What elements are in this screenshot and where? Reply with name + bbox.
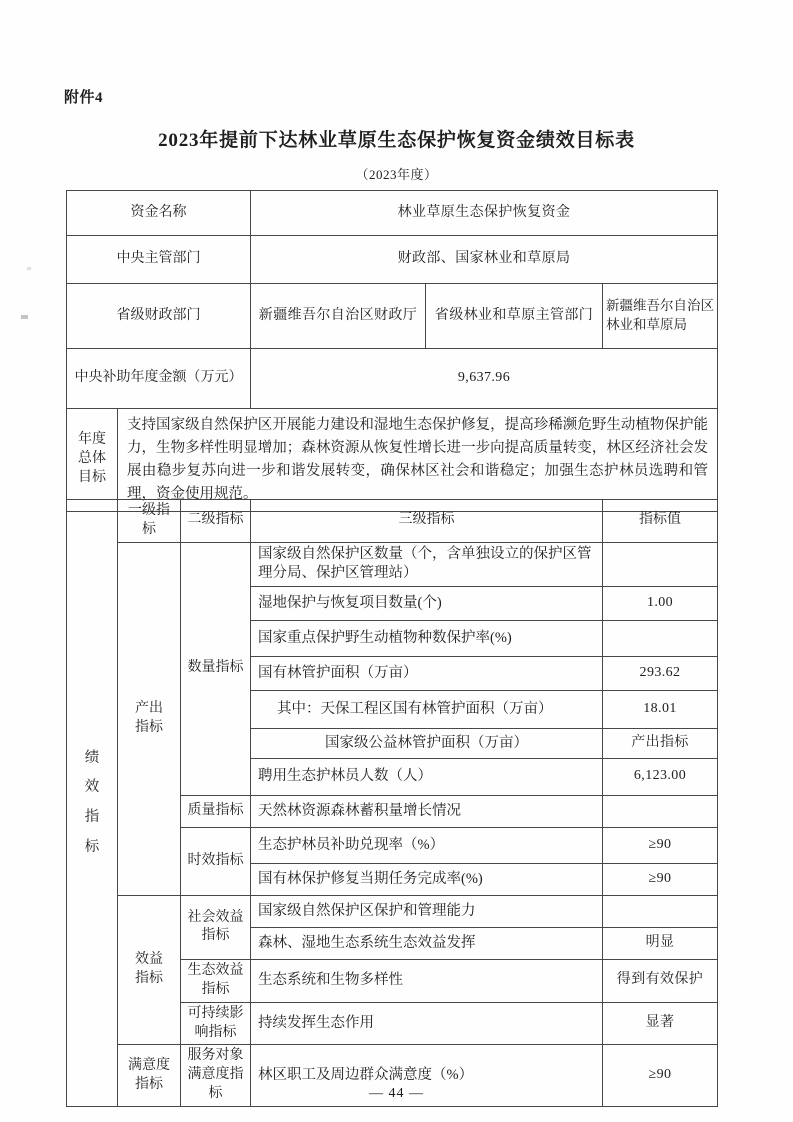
annual-goal-value: 支持国家级自然保护区开展能力建设和湿地生态保护修复，提高珍稀濒危野生动植物保护能力，生物多样性明显增加；森林资源从恢复性增长进一步向提高质量转变，林区经济社会发展由稳步复苏向进一步和谐发展转变，确保林区社会和谐稳定；加强生态护林员选聘和管理，资金使用规范。 [118,409,718,512]
indicator-name: 持续发挥生态作用 [251,1002,603,1045]
indicator-value: 1.00 [603,586,718,620]
table-row [67,409,718,512]
level2-timeliness: 时效指标 [181,827,251,895]
indicator-value: 得到有效保护 [603,959,718,1002]
indicator-name: 湿地保护与恢复项目数量(个) [251,586,603,620]
indicator-value: 明显 [603,927,718,959]
table-row [67,349,718,409]
indicator-name: 聘用生态护林员人数（人） [251,758,603,795]
page-number: — 44 — [369,1086,424,1101]
scan-mark [21,315,28,319]
subsidy-label: 中央补助年度金额（万元） [67,349,251,409]
header-level3: 三级指标 [251,500,603,543]
indicator-value: 18.01 [603,690,718,728]
level2-social: 社会效益指标 [181,895,251,959]
table-row [67,236,718,284]
central-dept-label: 中央主管部门 [67,236,251,284]
indicator-name: 国有林保护修复当期任务完成率(%) [251,863,603,895]
indicator-value [603,542,718,586]
provincial-finance-label: 省级财政部门 [67,284,251,349]
indicators-table [66,499,718,1107]
level2-quantity: 数量指标 [181,542,251,795]
attachment-label: 附件4 [64,90,104,106]
level1-output: 产出指标 [118,542,181,895]
provincial-forestry-label: 省级林业和草原主管部门 [426,284,603,349]
indicator-value [603,895,718,927]
document-title: 2023年提前下达林业草原生态保护恢复资金绩效目标表 [158,130,635,151]
fund-name-label: 资金名称 [67,191,251,236]
central-dept-value: 财政部、国家林业和草原局 [251,236,718,284]
subsidy-value: 9,637.96 [251,349,718,409]
indicator-name: 国有林管护面积（万亩） [251,656,603,690]
document-subtitle: （2023年度） [355,167,438,182]
header-level1: 一级指标 [118,500,181,543]
indicator-value [603,795,718,827]
indicator-row [67,895,718,927]
indicator-value: 显著 [603,1002,718,1045]
info-table [66,190,718,512]
level1-benefit: 效益指标 [118,895,181,1045]
indicator-value: ≥90 [603,827,718,863]
level2-ecological: 生态效益指标 [181,959,251,1002]
indicator-header-row [67,500,718,543]
indicator-name: 生态护林员补助兑现率（%） [251,827,603,863]
indicator-value: 293.62 [603,656,718,690]
indicator-name: 林区职工及周边群众满意度（%） [251,1045,603,1107]
indicator-name: 森林、湿地生态系统生态效益发挥 [251,927,603,959]
fund-name-value: 林业草原生态保护恢复资金 [251,191,718,236]
annual-goal-label: 年度总体目标 [67,409,118,512]
level2-sustainable: 可持续影响指标 [181,1002,251,1045]
level1-satisfaction: 满意度指标 [118,1045,181,1107]
indicator-row [67,542,718,586]
indicator-name: 天然林资源森林蓄积量增长情况 [251,795,603,827]
table-row [67,191,718,236]
indicator-value: 产出指标 [603,728,718,758]
indicator-name: 国家级自然保护区保护和管理能力 [251,895,603,927]
header-value: 指标值 [603,500,718,543]
indicator-name: 生态系统和生物多样性 [251,959,603,1002]
provincial-finance-value: 新疆维吾尔自治区财政厅 [251,284,426,349]
indicator-name: 国家重点保护野生动植物种数保护率(%) [251,620,603,656]
level2-quality: 质量指标 [181,795,251,827]
header-level2: 二级指标 [181,500,251,543]
indicator-value: ≥90 [603,1045,718,1107]
indicator-value: ≥90 [603,863,718,895]
indicator-value: 6,123.00 [603,758,718,795]
indicator-name: 国家级自然保护区数量（个，含单独设立的保护区管理分局、保护区管理站） [251,542,603,586]
level2-service: 服务对象满意度指标 [181,1045,251,1107]
indicator-value [603,620,718,656]
performance-section-label: 绩效指标 [67,500,118,1107]
provincial-forestry-value: 新疆维吾尔自治区林业和草原局 [603,284,718,349]
indicator-name: 其中：天保工程区国有林管护面积（万亩） [251,690,603,728]
table-row [67,284,718,349]
scan-mark [27,267,31,270]
indicator-name: 国家级公益林管护面积（万亩） [251,728,603,758]
